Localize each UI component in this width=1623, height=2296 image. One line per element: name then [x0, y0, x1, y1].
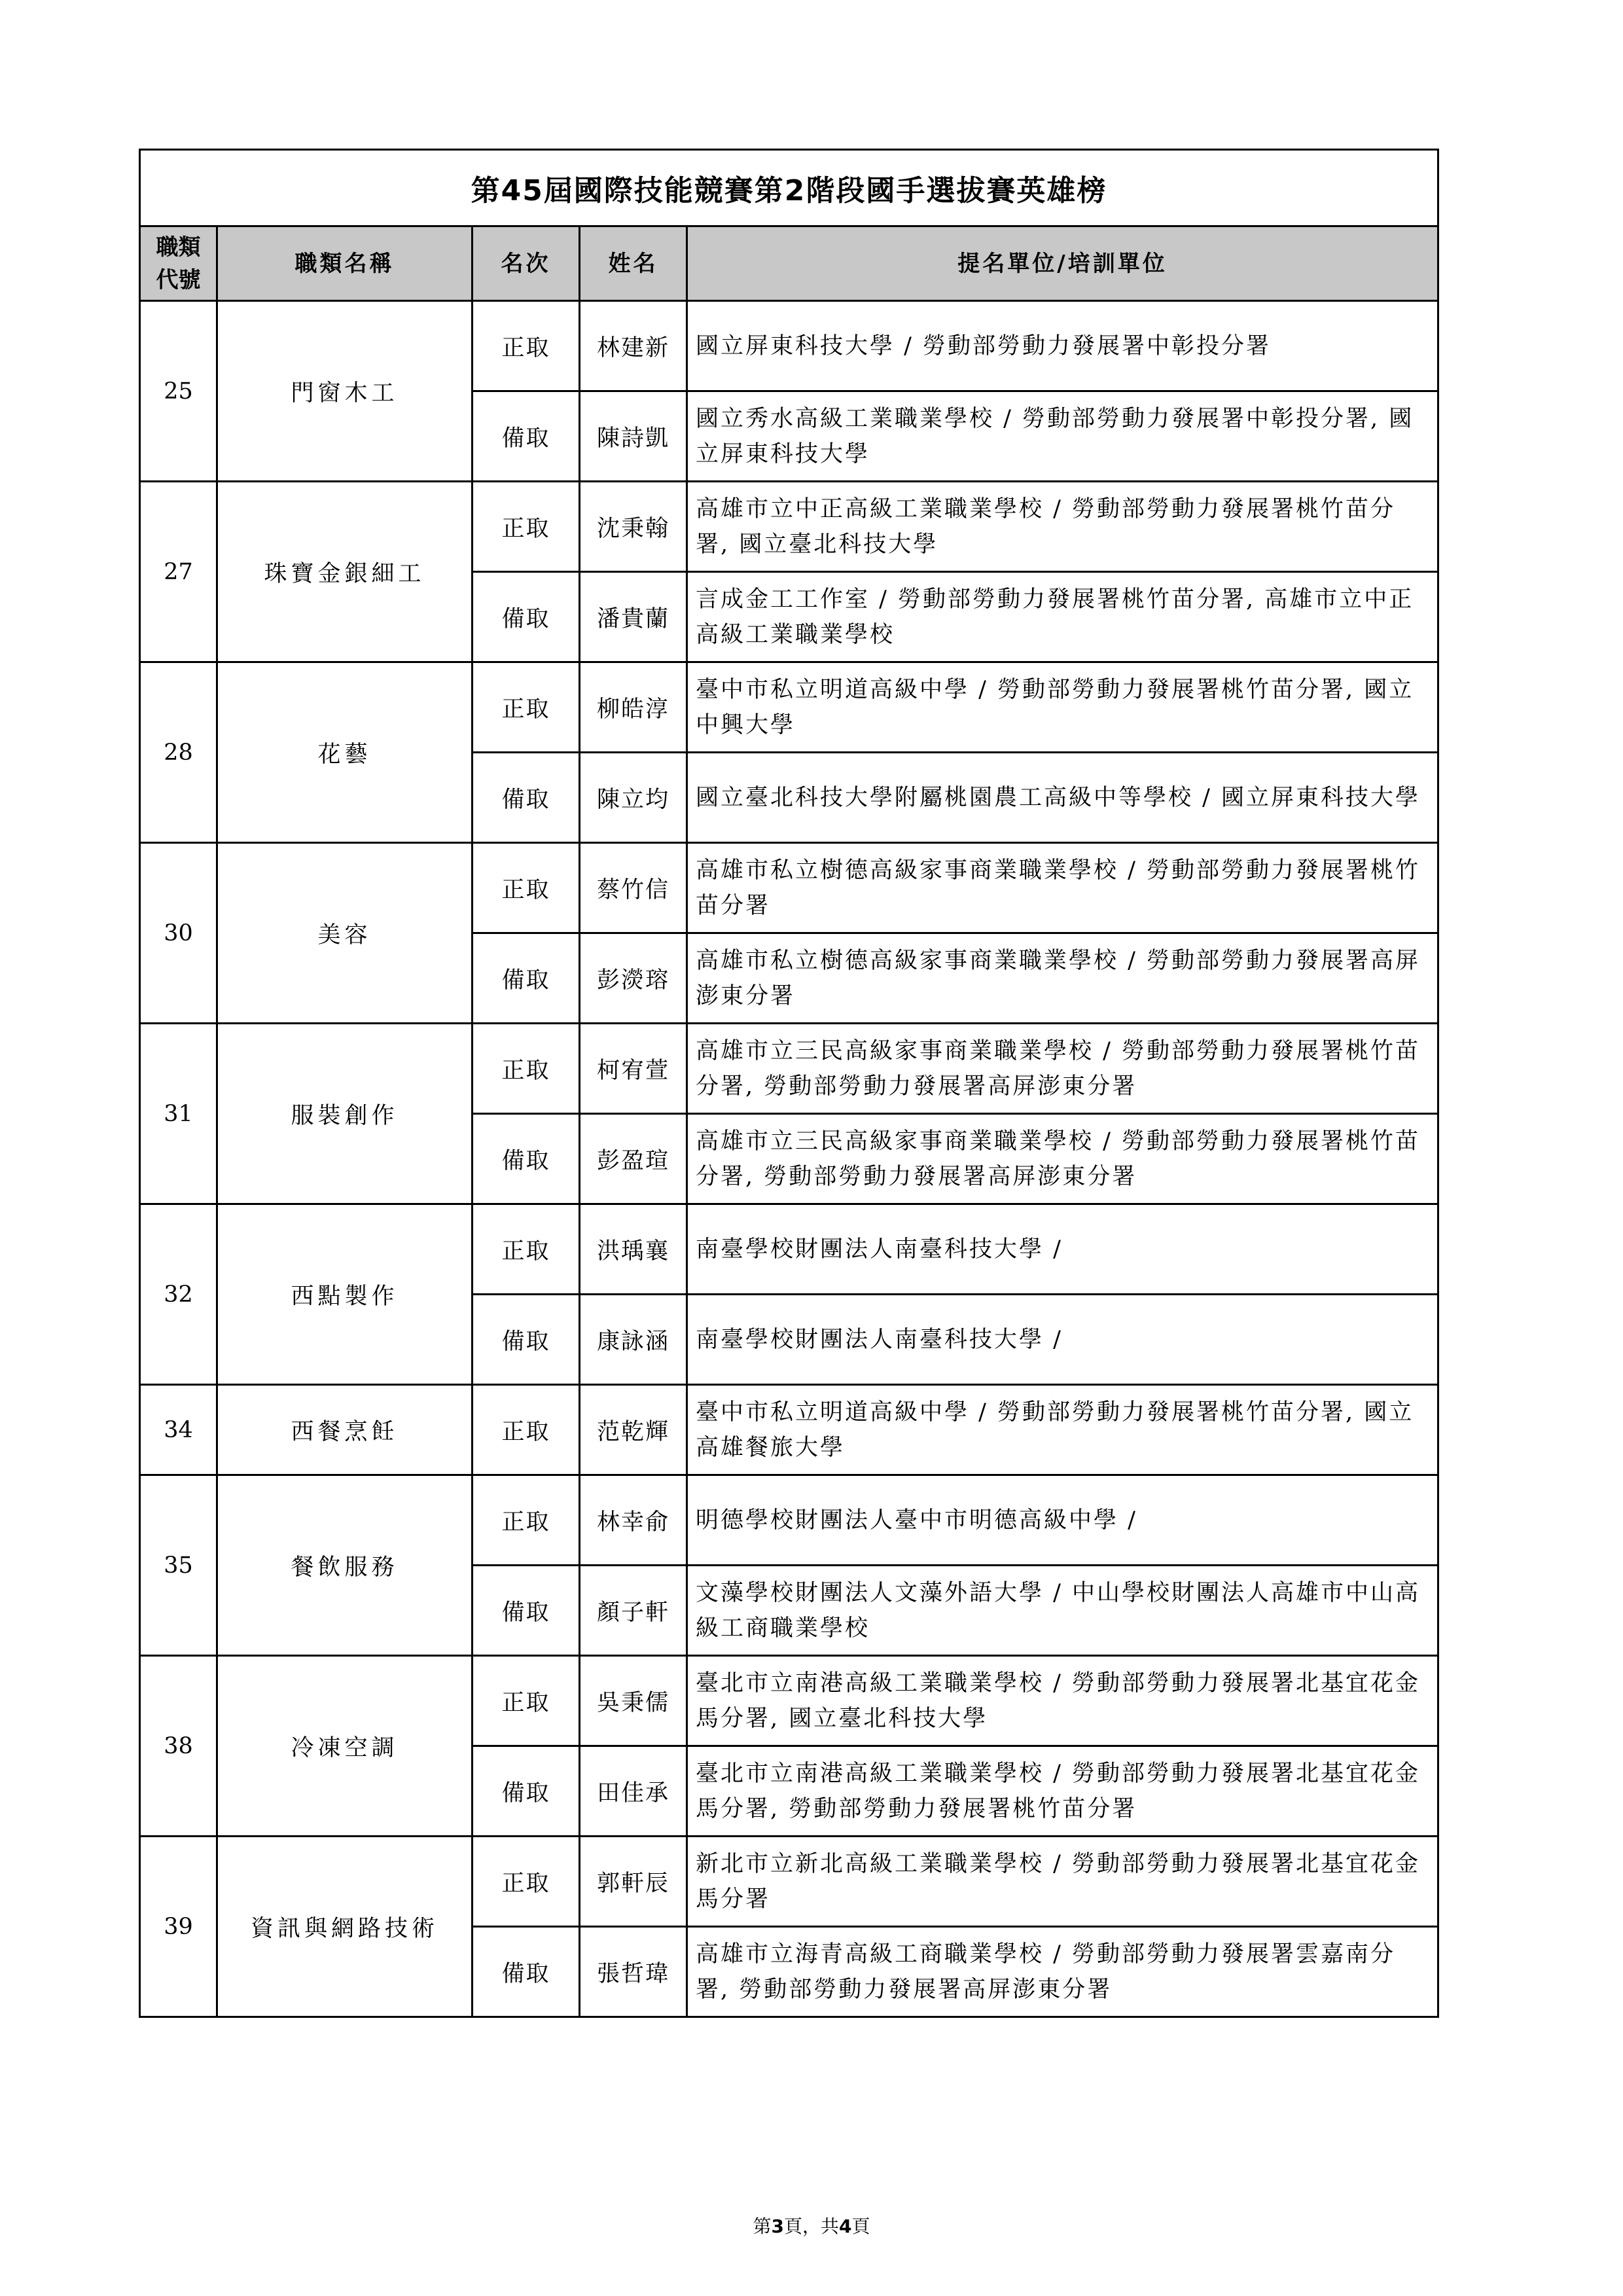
category-code: 35 [140, 1475, 217, 1656]
rank-cell: 備取 [473, 572, 580, 662]
category-name: 珠寶金銀細工 [217, 482, 473, 662]
person-cell: 陳詩凱 [580, 391, 687, 482]
unit-cell: 臺中市私立明道高級中學 / 勞動部勞動力發展署桃竹苗分署, 國立中興大學 [687, 662, 1438, 753]
table-row [140, 1024, 1438, 1114]
rank-cell: 正取 [473, 1475, 580, 1566]
unit-cell: 高雄市立中正高級工業職業學校 / 勞動部勞動力發展署桃竹苗分署, 國立臺北科技大學 [687, 482, 1438, 572]
table-row [140, 482, 1438, 572]
person-cell: 彭盈瑄 [580, 1114, 687, 1204]
unit-cell: 國立屏東科技大學 / 勞動部勞動力發展署中彰投分署 [687, 301, 1438, 391]
category-name: 資訊與網路技術 [217, 1837, 473, 2017]
person-cell: 柳皓淳 [580, 662, 687, 753]
category-name: 西點製作 [217, 1204, 473, 1385]
footer-total-pages: 4 [839, 2215, 852, 2237]
table-row [140, 1656, 1438, 1746]
document-title: 第45屆國際技能競賽第2階段國手選拔賽英雄榜 [140, 150, 1438, 226]
rank-cell: 備取 [473, 1295, 580, 1385]
header-unit: 提名單位/培訓單位 [687, 226, 1438, 301]
person-cell: 彭濙瑢 [580, 933, 687, 1024]
table-row [140, 1837, 1438, 1927]
header-name: 職類名稱 [217, 226, 473, 301]
footer-page-number: 3 [771, 2215, 784, 2237]
unit-cell: 南臺學校財團法人南臺科技大學 / [687, 1295, 1438, 1385]
header-person: 姓名 [580, 226, 687, 301]
category-code: 38 [140, 1656, 217, 1837]
rank-cell: 正取 [473, 1656, 580, 1746]
unit-cell: 國立臺北科技大學附屬桃園農工高級中等學校 / 國立屏東科技大學 [687, 753, 1438, 843]
rank-cell: 正取 [473, 843, 580, 933]
category-name: 門窗木工 [217, 301, 473, 482]
category-code: 30 [140, 843, 217, 1024]
person-cell: 沈秉翰 [580, 482, 687, 572]
category-code: 32 [140, 1204, 217, 1385]
rank-cell: 備取 [473, 1566, 580, 1656]
rank-cell: 正取 [473, 482, 580, 572]
table-row [140, 1475, 1438, 1566]
person-cell: 林建新 [580, 301, 687, 391]
category-code: 25 [140, 301, 217, 482]
category-name: 服裝創作 [217, 1024, 473, 1204]
rank-cell: 備取 [473, 391, 580, 482]
unit-cell: 高雄市立三民高級家事商業職業學校 / 勞動部勞動力發展署桃竹苗分署, 勞動部勞動力發展署高屏澎東分署 [687, 1114, 1438, 1204]
table-row [140, 662, 1438, 753]
table-header-row [140, 226, 1438, 301]
rank-cell: 正取 [473, 1204, 580, 1295]
person-cell: 田佳承 [580, 1746, 687, 1837]
rank-cell: 備取 [473, 753, 580, 843]
category-code: 28 [140, 662, 217, 843]
rank-cell: 正取 [473, 662, 580, 753]
header-code-label: 職類代號 [156, 234, 201, 293]
footer-middle: 頁，共 [783, 2215, 839, 2237]
rank-cell: 正取 [473, 1024, 580, 1114]
table-row [140, 1204, 1438, 1295]
table-row [140, 843, 1438, 933]
category-code: 39 [140, 1837, 217, 2017]
unit-cell: 言成金工工作室 / 勞動部勞動力發展署桃竹苗分署, 高雄市立中正高級工業職業學校 [687, 572, 1438, 662]
unit-cell: 文藻學校財團法人文藻外語大學 / 中山學校財團法人高雄市中山高級工商職業學校 [687, 1566, 1438, 1656]
person-cell: 康詠涵 [580, 1295, 687, 1385]
footer-prefix: 第 [753, 2215, 772, 2237]
person-cell: 郭軒辰 [580, 1837, 687, 1927]
table-row [140, 301, 1438, 391]
footer-suffix: 頁 [851, 2215, 870, 2237]
person-cell: 陳立均 [580, 753, 687, 843]
rank-cell: 正取 [473, 1837, 580, 1927]
rank-cell: 備取 [473, 1746, 580, 1837]
unit-cell: 臺北市立南港高級工業職業學校 / 勞動部勞動力發展署北基宜花金馬分署, 國立臺北科技大學 [687, 1656, 1438, 1746]
person-cell: 柯宥萱 [580, 1024, 687, 1114]
results-table [139, 149, 1439, 2018]
unit-cell: 明德學校財團法人臺中市明德高級中學 / [687, 1475, 1438, 1566]
header-rank: 名次 [473, 226, 580, 301]
category-code: 31 [140, 1024, 217, 1204]
category-name: 花藝 [217, 662, 473, 843]
rank-cell: 正取 [473, 1385, 580, 1475]
unit-cell: 高雄市立海青高級工商職業學校 / 勞動部勞動力發展署雲嘉南分署, 勞動部勞動力發展署高屏澎東分署 [687, 1927, 1438, 2017]
category-name: 美容 [217, 843, 473, 1024]
rank-cell: 備取 [473, 1114, 580, 1204]
page-footer [0, 2212, 1623, 2238]
person-cell: 范乾輝 [580, 1385, 687, 1475]
table-row [140, 1385, 1438, 1475]
person-cell: 吳秉儒 [580, 1656, 687, 1746]
rank-cell: 備取 [473, 1927, 580, 2017]
category-code: 34 [140, 1385, 217, 1475]
unit-cell: 國立秀水高級工業職業學校 / 勞動部勞動力發展署中彰投分署, 國立屏東科技大學 [687, 391, 1438, 482]
category-code: 27 [140, 482, 217, 662]
person-cell: 張哲瑋 [580, 1927, 687, 2017]
person-cell: 林幸俞 [580, 1475, 687, 1566]
rank-cell: 正取 [473, 301, 580, 391]
rank-cell: 備取 [473, 933, 580, 1024]
unit-cell: 新北市立新北高級工業職業學校 / 勞動部勞動力發展署北基宜花金馬分署 [687, 1837, 1438, 1927]
unit-cell: 臺中市私立明道高級中學 / 勞動部勞動力發展署桃竹苗分署, 國立高雄餐旅大學 [687, 1385, 1438, 1475]
unit-cell: 臺北市立南港高級工業職業學校 / 勞動部勞動力發展署北基宜花金馬分署, 勞動部勞動力發展署桃竹苗分署 [687, 1746, 1438, 1837]
unit-cell: 高雄市立三民高級家事商業職業學校 / 勞動部勞動力發展署桃竹苗分署, 勞動部勞動力發展署高屏澎東分署 [687, 1024, 1438, 1114]
unit-cell: 高雄市私立樹德高級家事商業職業學校 / 勞動部勞動力發展署桃竹苗分署 [687, 843, 1438, 933]
category-name: 西餐烹飪 [217, 1385, 473, 1475]
unit-cell: 南臺學校財團法人南臺科技大學 / [687, 1204, 1438, 1295]
header-code [140, 226, 217, 301]
person-cell: 洪瑀襄 [580, 1204, 687, 1295]
unit-cell: 高雄市私立樹德高級家事商業職業學校 / 勞動部勞動力發展署高屏澎東分署 [687, 933, 1438, 1024]
category-name: 餐飲服務 [217, 1475, 473, 1656]
category-name: 冷凍空調 [217, 1656, 473, 1837]
person-cell: 顏子軒 [580, 1566, 687, 1656]
person-cell: 蔡竹信 [580, 843, 687, 933]
person-cell: 潘貴蘭 [580, 572, 687, 662]
